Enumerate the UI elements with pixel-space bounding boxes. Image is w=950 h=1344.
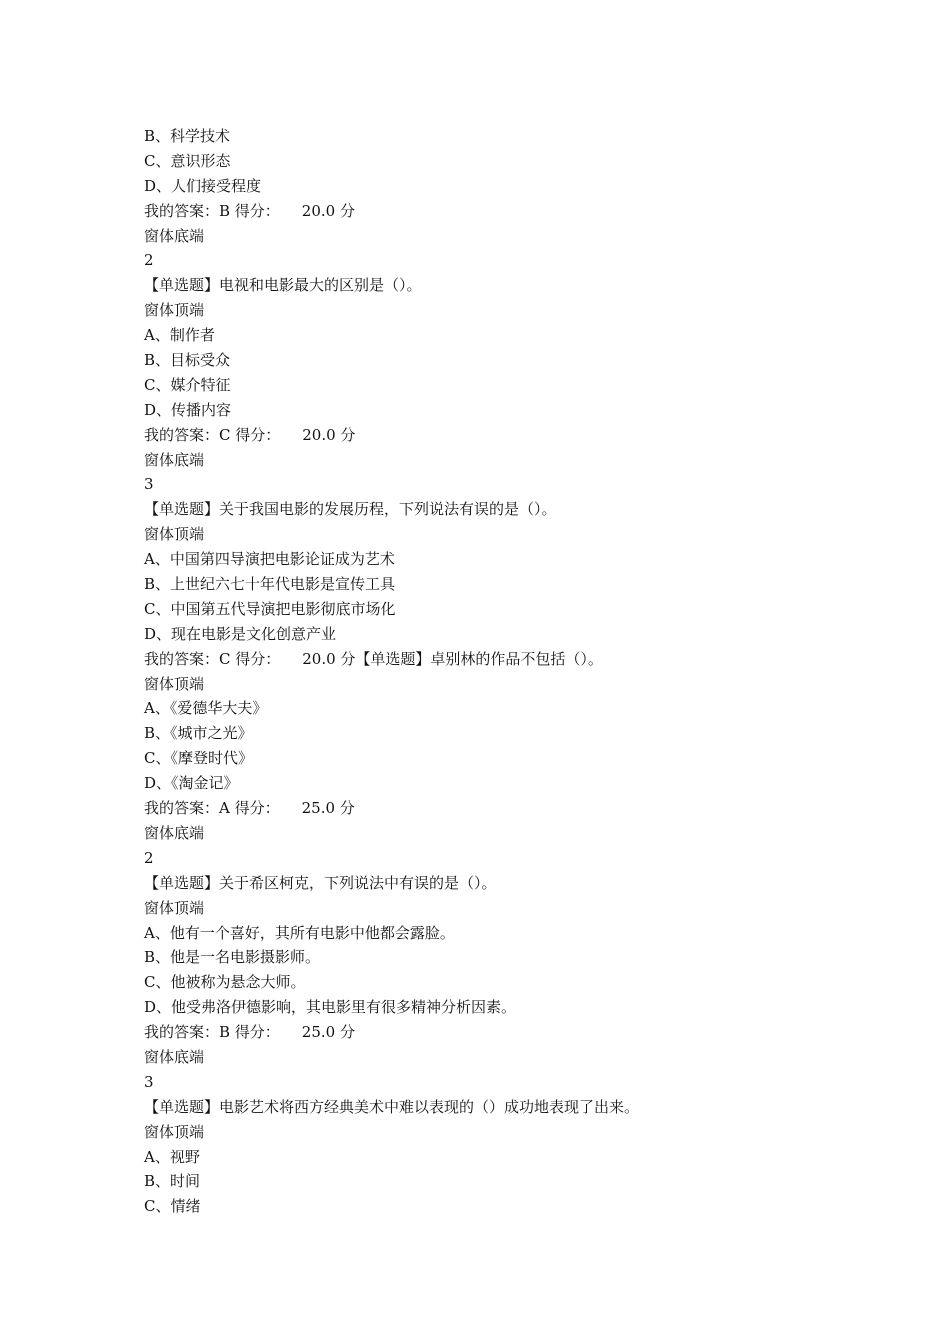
option-b: B、他是一名电影摄影师。 <box>144 948 321 967</box>
option-b: B、科学技术 <box>144 127 231 145</box>
option-a: A、中国第四导演把电影论证成为艺术 <box>144 550 395 569</box>
option-d: D、人们接受程度 <box>144 176 262 195</box>
option-c: C、媒介特征 <box>144 375 231 394</box>
form-bottom: 窗体底端 <box>144 450 205 469</box>
form-top: 窗体顶端 <box>144 301 205 320</box>
my-answer-line <box>144 1020 864 1045</box>
question-number: 3 <box>144 475 154 494</box>
form-bottom: 窗体底端 <box>144 226 205 245</box>
option-d: D、《淘金记》 <box>144 774 239 793</box>
score: 25.0 分 <box>301 799 355 818</box>
my-answer: 我的答案：B 得分： <box>144 201 280 220</box>
form-top: 窗体顶端 <box>144 674 205 693</box>
option-a: A、视野 <box>144 1147 200 1166</box>
my-answer: 我的答案：C 得分： <box>144 649 281 668</box>
question-number: 2 <box>144 848 154 867</box>
my-answer-line <box>144 647 864 672</box>
form-top: 窗体顶端 <box>144 1122 205 1141</box>
option-a: A、他有一个喜好，其所有电影中他都会露脸。 <box>144 923 455 942</box>
my-answer: 我的答案：B 得分： <box>144 1023 280 1042</box>
option-b: B、目标受众 <box>144 351 231 370</box>
my-answer: 我的答案：A 得分： <box>144 799 280 818</box>
option-d: D、传播内容 <box>144 400 232 419</box>
form-top: 窗体顶端 <box>144 898 205 917</box>
form-top: 窗体顶端 <box>144 525 205 544</box>
question-number: 2 <box>144 251 154 270</box>
question-number: 3 <box>144 1072 154 1091</box>
option-c: C、中国第五代导演把电影彻底市场化 <box>144 599 396 618</box>
score: 20.0 分 <box>302 425 356 444</box>
form-bottom: 窗体底端 <box>144 823 205 842</box>
question-text: 【单选题】关于我国电影的发展历程，下列说法有误的是（）。 <box>144 500 557 519</box>
option-d: D、他受弗洛伊德影响，其电影里有很多精神分析因素。 <box>144 998 517 1017</box>
my-answer-line <box>144 796 864 821</box>
score-and-question: 20.0 分【单选题】卓别林的作品不包括（）。 <box>302 649 603 668</box>
my-answer-line <box>144 199 864 224</box>
option-c: C、情绪 <box>144 1197 201 1216</box>
form-bottom: 窗体底端 <box>144 1047 205 1066</box>
option-c: C、意识形态 <box>144 151 231 170</box>
my-answer: 我的答案：C 得分： <box>144 425 281 444</box>
option-b: B、上世纪六七十年代电影是宣传工具 <box>144 575 396 594</box>
score: 25.0 分 <box>301 1023 355 1042</box>
document-page <box>144 124 864 1219</box>
my-answer-line <box>144 423 864 448</box>
question-text: 【单选题】电影艺术将西方经典美术中难以表现的（）成功地表现了出来。 <box>144 1097 640 1116</box>
score: 20.0 分 <box>301 201 355 220</box>
option-a: A、《爱德华大夫》 <box>144 699 268 718</box>
question-text: 【单选题】电视和电影最大的区别是（）。 <box>144 276 422 295</box>
option-b: B、时间 <box>144 1172 201 1191</box>
option-a: A、制作者 <box>144 326 215 345</box>
option-b: B、《城市之光》 <box>144 724 253 743</box>
question-text: 【单选题】关于希区柯克，下列说法中有误的是（）。 <box>144 873 497 892</box>
option-c: C、《摩登时代》 <box>144 749 253 768</box>
option-d: D、现在电影是文化创意产业 <box>144 624 337 643</box>
option-c: C、他被称为悬念大师。 <box>144 973 306 992</box>
